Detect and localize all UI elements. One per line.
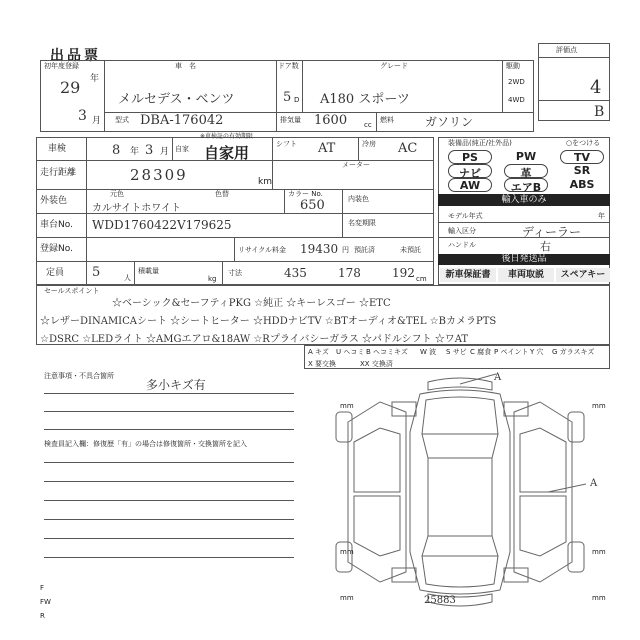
dims-width: 178 xyxy=(338,266,361,280)
grade-value: A180 スポーツ xyxy=(320,92,410,107)
recycle-value: 19430 xyxy=(300,242,339,256)
inspection-month-unit: 月 xyxy=(160,147,170,157)
color-label: 外装色 xyxy=(40,196,68,206)
stamp-number: 25883 xyxy=(424,595,456,606)
damage-mark-a-right: A xyxy=(590,478,598,489)
inspection-year-value: 8 xyxy=(112,143,121,158)
caution-label: 注意事項・不具合箇所 xyxy=(44,372,114,380)
legend-s: S サビ xyxy=(446,348,467,356)
color-change-label: 色替 xyxy=(215,190,229,198)
legend-g: G ガラスキズ xyxy=(552,348,595,356)
color-code-value: 650 xyxy=(300,198,325,213)
damage-mark-a-front: A xyxy=(494,372,502,383)
equipment-note: ○をつける xyxy=(566,139,601,147)
import-label: 輸入車のみ xyxy=(438,194,610,206)
meter-label: メーター xyxy=(342,161,370,169)
side-label-r: R xyxy=(40,612,45,620)
capacity-unit: 人 xyxy=(124,274,131,282)
equip-sr: SR xyxy=(573,164,591,177)
year-unit: 年 xyxy=(90,74,100,84)
recycle-label: リサイクル料金 xyxy=(238,246,287,254)
equip-airbag: エアB xyxy=(504,178,548,192)
doors-label: ドア数 xyxy=(278,62,299,70)
legend-p: P ペイント xyxy=(494,348,529,356)
model-year-unit: 年 xyxy=(598,212,605,220)
shift-value: AT xyxy=(318,141,336,156)
legend-x: X 要交換 xyxy=(308,360,337,368)
side-label-fw: FW xyxy=(40,598,51,606)
equip-pw: PW xyxy=(515,150,537,163)
month-unit: 月 xyxy=(92,116,102,126)
usage-label: 自家 xyxy=(175,145,189,153)
legend-b: B ヘコミキズ xyxy=(366,348,408,356)
legend-c: C 腐食 xyxy=(470,348,492,356)
equip-leather: 革 xyxy=(504,164,548,178)
ac-value: AC xyxy=(398,141,418,156)
rating-value: 4 xyxy=(590,77,602,98)
mileage-value: 28309 xyxy=(130,166,188,184)
doors-unit: D xyxy=(294,96,300,104)
undeposited-label: 未預託 xyxy=(400,246,421,254)
sales-line-1: ☆ベーシック&セーフティPKG ☆純正 ☆キーレスゴー ☆ETC xyxy=(112,298,391,309)
shift-label: シフト xyxy=(276,140,297,148)
legend-a: A キズ xyxy=(308,348,329,356)
displacement-value: 1600 xyxy=(314,113,348,128)
chassis-value: WDD1760422V179625 xyxy=(92,218,232,232)
year-value: 29 xyxy=(60,78,81,97)
color-code-label: カラー No. xyxy=(288,190,323,198)
inspection-month-value: 3 xyxy=(145,143,154,158)
post-tag-spare-key: スペアキー xyxy=(556,268,610,282)
color-value: カルサイトホワイト xyxy=(92,203,181,214)
capacity-value: 5 xyxy=(92,265,101,280)
equip-tv: TV xyxy=(560,150,604,164)
model-value: DBA-176042 xyxy=(140,113,224,128)
dims-unit: cm xyxy=(416,275,427,283)
recycle-unit: 円 xyxy=(342,246,349,254)
drive-4wd: 4WD xyxy=(508,96,525,104)
interior-label: 内装色 xyxy=(348,195,369,203)
repair-label: 検査員記入欄：修復歴「有」の場合は修復箇所・交換箇所を記入 xyxy=(44,440,247,448)
inspection-year-unit: 年 xyxy=(130,147,140,157)
dims-length: 435 xyxy=(284,266,307,280)
equip-aw: AW xyxy=(448,178,492,192)
mm-label-3: mm xyxy=(340,548,354,556)
rating-label: 評価点 xyxy=(556,46,577,54)
capacity-label: 定員 xyxy=(46,268,65,278)
model-year-label: モデル年式 xyxy=(448,212,483,220)
dims-height: 192 xyxy=(392,266,415,280)
displacement-label: 排気量 xyxy=(280,116,301,124)
post-tag-warranty: 新車保証書 xyxy=(440,268,496,282)
ac-label: 冷房 xyxy=(362,140,376,148)
sales-point-label: セールスポイント xyxy=(44,287,100,295)
displacement-unit: cc xyxy=(364,121,372,129)
mm-label-6: mm xyxy=(592,594,606,602)
caution-value: 多小キズ有 xyxy=(146,378,206,392)
equipment-label: 装備品(純正/社外品) xyxy=(448,139,512,147)
load-unit: kg xyxy=(208,275,217,283)
month-value: 3 xyxy=(78,108,87,124)
doors-value: 5 xyxy=(283,90,292,105)
dims-label: 寸法 xyxy=(228,269,242,277)
rating-sub: B xyxy=(594,104,605,120)
handle-value: 右 xyxy=(540,240,551,253)
model-label: 型式 xyxy=(115,116,129,124)
inspection-note: ※車検証の有効期限 xyxy=(200,133,254,140)
load-label: 積載量 xyxy=(138,267,159,275)
color-orig-label: 元色 xyxy=(110,190,124,198)
drive-label: 駆動 xyxy=(506,62,520,70)
mileage-unit: km xyxy=(258,177,272,187)
post-label: 後日発送品 xyxy=(438,254,610,265)
mm-label-2: mm xyxy=(592,402,606,410)
legend-w: W 波 xyxy=(420,348,437,356)
legend-u: U ヘコミ xyxy=(336,348,365,356)
page-title: 出品票 xyxy=(50,48,101,64)
grade-label: グレード xyxy=(380,62,408,70)
import-class-value: ディーラー xyxy=(522,225,582,239)
fuel-value: ガソリン xyxy=(425,115,474,129)
chassis-label: 車台No. xyxy=(40,220,73,230)
inspection-label: 車検 xyxy=(48,144,67,154)
sales-line-3: ☆DSRC ☆LEDライト ☆AMGエアロ&18AW ☆Rプライバシーガラス ☆パドルシフト ☆ワAT xyxy=(40,334,469,345)
year-label: 初年度登録 xyxy=(44,62,79,70)
mileage-label: 走行距離 xyxy=(40,168,77,178)
legend-xx: XX 交換済 xyxy=(360,360,393,368)
car-name-label: 車 名 xyxy=(175,62,196,70)
usage-value: 自家用 xyxy=(204,144,250,162)
car-damage-diagram xyxy=(310,372,610,622)
equip-ps: PS xyxy=(448,150,492,164)
mm-label-5: mm xyxy=(340,594,354,602)
mm-label-1: mm xyxy=(340,402,354,410)
side-label-f: F xyxy=(40,584,45,592)
sales-line-2: ☆レザーDINAMICAシート ☆シートヒーター ☆HDDナビTV ☆BTオーディオ&TEL ☆BカメラPTS xyxy=(40,316,497,327)
equip-abs: ABS xyxy=(569,178,595,191)
deposit-label: 預託済 xyxy=(354,246,375,254)
name-change-label: 名変期限 xyxy=(348,219,376,227)
car-name-value: メルセデス・ベンツ xyxy=(118,92,235,107)
equip-navi: ナビ xyxy=(448,164,492,178)
fuel-label: 燃料 xyxy=(380,116,394,124)
registration-label: 登録No. xyxy=(40,244,73,254)
handle-label: ハンドル xyxy=(448,241,476,249)
legend-y: Y 穴 xyxy=(530,348,544,356)
mm-label-4: mm xyxy=(592,548,606,556)
post-tag-manual: 車両取説 xyxy=(498,268,554,282)
import-class-label: 輸入区分 xyxy=(448,227,476,235)
drive-2wd: 2WD xyxy=(508,78,525,86)
